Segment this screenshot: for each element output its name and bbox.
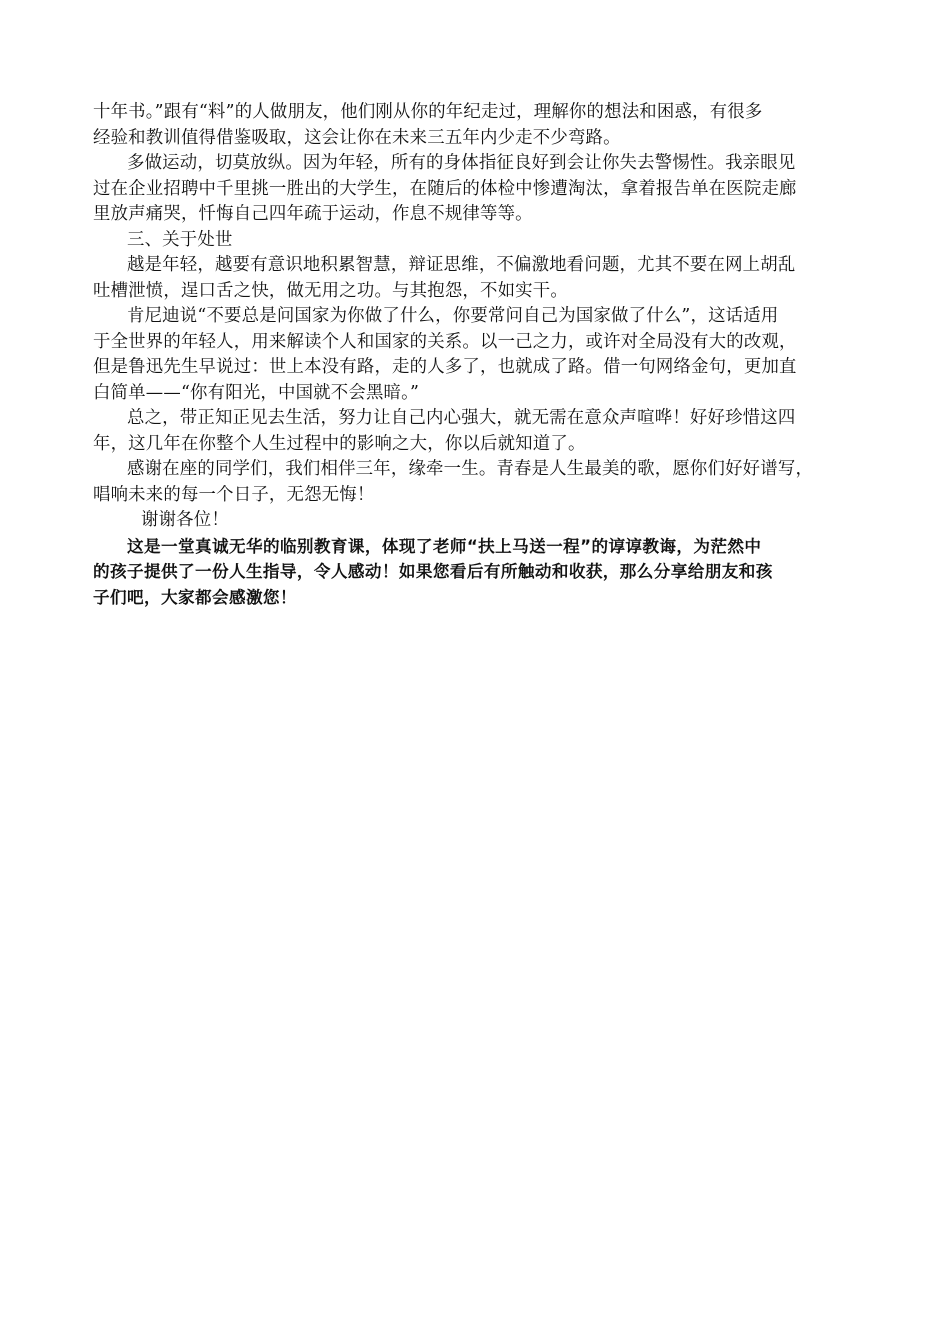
paragraph-line: 十年书。”跟有“料”的人做朋友，他们刚从你的年纪走过，理解你的想法和困惑，有很多 <box>93 102 763 122</box>
paragraph-line: 多做运动，切莫放纵。因为年轻，所有的身体指征良好到会让你失去警惕性。我亲眼见 <box>127 153 796 173</box>
paragraph-line: 经验和教训值得借鉴吸取，这会让你在未来三五年内少走不少弯路。 <box>93 127 621 148</box>
paragraph-line: 年，这几年在你整个人生过程中的影响之大，你以后就知道了。 <box>93 433 586 454</box>
editor-note-line: 这是一堂真诚无华的临别教育课，体现了老师“扶上马送一程”的谆谆教诲，为茫然中 <box>127 536 762 556</box>
closing-line: 谢谢各位！ <box>141 510 229 530</box>
paragraph-line: 里放声痛哭，忏悔自己四年疏于运动，作息不规律等等。 <box>93 204 533 224</box>
section-heading: 三、关于处世 <box>127 229 233 250</box>
paragraph-line: 感谢在座的同学们，我们相伴三年，缘牵一生。青春是人生最美的歌，愿你们好好谱写， <box>127 459 814 479</box>
editor-note-line: 的孩子提供了一份人生指导，令人感动！如果您看后有所触动和收获，那么分享给朋友和孩 <box>93 562 773 581</box>
paragraph-line: 唱响未来的每一个日子，无怨无悔！ <box>93 484 375 505</box>
paragraph-line: 过在企业招聘中千里挑一胜出的大学生，在随后的体检中惨遭淘汰，拿着报告单在医院走廊 <box>93 178 797 199</box>
paragraph-line: 吐槽泄愤，逞口舌之快，做无用之功。与其抱怨，不如实干。 <box>93 280 568 301</box>
paragraph-line: 白简单——“你有阳光，中国就不会黑暗。” <box>93 382 420 403</box>
paragraph-line: 总之，带正知正见去生活，努力让自己内心强大，就无需在意众声喧哗！好好珍惜这四 <box>127 408 796 428</box>
editor-note-line: 子们吧，大家都会感激您！ <box>93 587 297 607</box>
document-body <box>93 100 873 610</box>
paragraph-line: 于全世界的年轻人，用来解读个人和国家的关系。以一己之力，或许对全局没有大的改观， <box>93 331 797 352</box>
paragraph-line: 肯尼迪说“不要总是问国家为你做了什么，你要常问自己为国家做了什么”，这话适用 <box>127 306 779 326</box>
paragraph-line: 越是年轻，越要有意识地积累智慧，辩证思维，不偏激地看问题，尤其不要在网上胡乱 <box>127 255 796 275</box>
paragraph-line: 但是鲁迅先生早说过：世上本没有路，走的人多了，也就成了路。借一句网络金句，更加直 <box>93 357 797 377</box>
